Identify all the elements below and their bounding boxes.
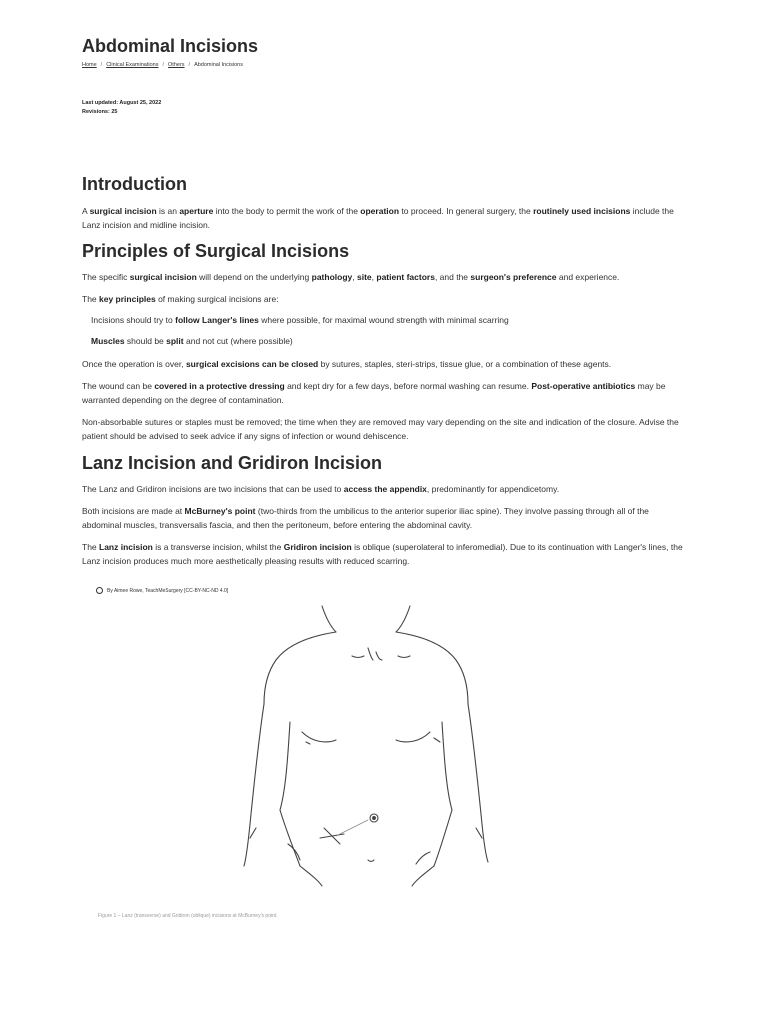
- principles-paragraph-5: Non-absorbable sutures or staples must be removed; the time when they are removed may vary depending on the site and indication of the closure. Advise the patient should be advised to seek advice if any signs of infection or wound dehiscence.: [82, 417, 679, 441]
- breadcrumb-clinical-link[interactable]: Clinical Examinations: [106, 62, 159, 68]
- image-credit: By Aimee Rowe, TeachMeSurgery [CC-BY-NC-ND 4.0]: [96, 587, 228, 594]
- figure-caption: Figure 1 – Lanz (transverse) and Gridiron (oblique) incisions at McBurney's point.: [98, 913, 278, 919]
- breadcrumb-separator: /: [100, 62, 103, 68]
- creative-commons-icon: [96, 587, 103, 594]
- intro-paragraph: A surgical incision is an aperture into the body to permit the work of the operation to proceed. In general surgery, the routinely used incisions include the Lanz incision and midline incision.: [82, 206, 674, 230]
- section-heading-lanz: Lanz Incision and Gridiron Incision: [82, 453, 383, 473]
- principles-paragraph-3: Once the operation is over, surgical excisions can be closed by sutures, staples, steri-strips, tissue glue, or a combination of these agents.: [82, 359, 612, 369]
- breadcrumb-others-link[interactable]: Others: [168, 62, 185, 68]
- principles-paragraph-1: The specific surgical incision will depend on the underlying pathology, site, patient factors, and the surgeon's preference and experience.: [82, 272, 620, 282]
- revisions: Revisions: 25: [82, 109, 118, 115]
- page-title: Abdominal Incisions: [82, 36, 259, 56]
- article-meta: [82, 99, 161, 117]
- lanz-paragraph-1: The Lanz and Gridiron incisions are two incisions that can be used to access the appendix, predominantly for appendicetomy.: [82, 484, 560, 494]
- section-heading-introduction: Introduction: [82, 174, 187, 194]
- lanz-paragraph-2: Both incisions are made at McBurney's point (two-thirds from the umbilicus to the anterior superior iliac spine). They involve passing through all of the abdominal muscles, transversalis fascia, and then the peritoneum, before entering the abdominal cavity.: [82, 506, 649, 530]
- torso-illustration: [240, 604, 492, 894]
- breadcrumb: [82, 62, 243, 68]
- list-item: Incisions should try to follow Langer's lines where possible, for maximal wound strength with minimal scarring: [91, 315, 509, 325]
- breadcrumb-separator: /: [162, 62, 165, 68]
- breadcrumb-home-link[interactable]: Home: [82, 62, 97, 68]
- principles-paragraph-2: The key principles of making surgical incisions are:: [82, 294, 279, 304]
- last-updated: Last updated: August 25, 2022: [82, 100, 162, 106]
- list-item: Muscles should be split and not cut (where possible): [91, 336, 293, 346]
- lanz-paragraph-3: The Lanz incision is a transverse incision, whilst the Gridiron incision is oblique (superolateral to inferomedial). Due to its continuation with Langer's lines, the Lanz incision produces much more aesthetically pleasing results with reduced scarring.: [82, 542, 683, 566]
- principles-paragraph-4: The wound can be covered in a protective dressing and kept dry for a few days, before normal washing can resume. Post-operative antibiotics may be warranted depending on the degree of contamination.: [82, 381, 666, 405]
- section-heading-principles: Principles of Surgical Incisions: [82, 241, 350, 261]
- torso-drawing: [240, 604, 492, 894]
- breadcrumb-current: Abdominal Incisions: [194, 62, 243, 68]
- breadcrumb-separator: /: [188, 62, 191, 68]
